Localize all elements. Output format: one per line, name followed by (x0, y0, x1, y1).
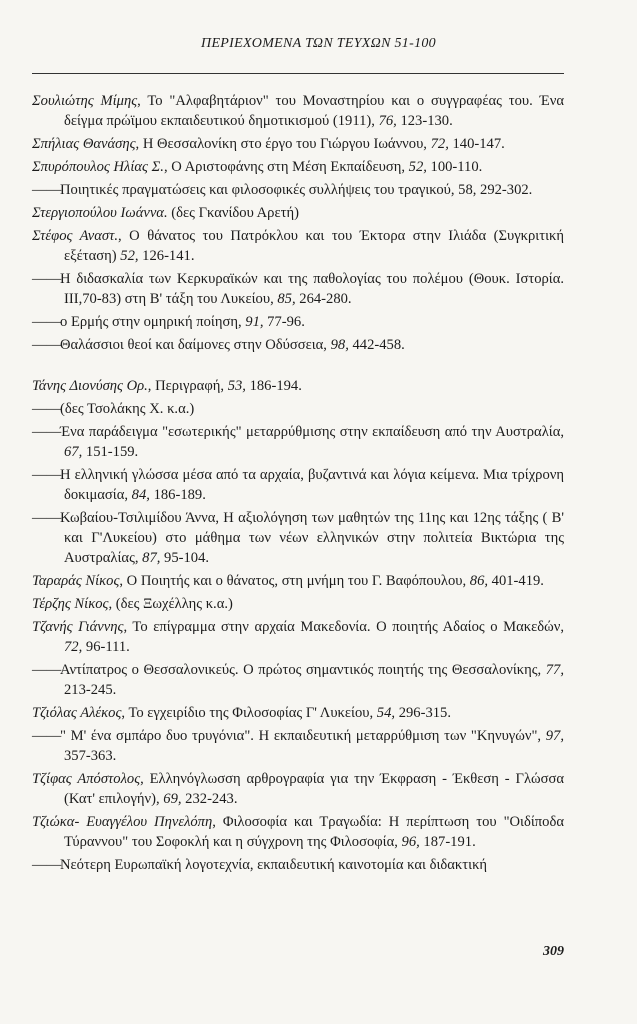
author-name: Τζίφας Απόστολος (32, 771, 141, 787)
page-number: 309 (543, 944, 564, 959)
index-entry (32, 335, 564, 355)
index-entry (32, 376, 564, 396)
repeat-author-dash: —— (32, 337, 62, 353)
index-entry (32, 399, 564, 419)
issue-number: 72, (64, 639, 83, 655)
repeat-author-dash: —— (32, 510, 62, 526)
repeat-author-dash: —— (32, 401, 62, 417)
entry-title: , Το "Αλφαβητάριον" του Μοναστηρίου και ο συγγραφέας του. Ένα δείγμα πρώϊμου εκπαιδευτικού δημοτικισμού (1911), (64, 93, 564, 129)
author-name: Τέρζης Νίκος (32, 596, 109, 612)
entry-title: , Ο θάνατος του Πατρόκλου και του Έκτορα στην Ιλιάδα (Συγκριτική εξέταση) (64, 228, 564, 264)
section-gap (32, 358, 564, 376)
page-range: 264-280. (295, 291, 352, 307)
author-name: Τζανής Γιάννης (32, 619, 124, 635)
repeat-author-dash: —— (32, 662, 62, 678)
issue-number: 87, (142, 550, 161, 566)
issue-number: 67, (64, 444, 83, 460)
author-name: Στεργιοπούλου Ιωάννα. (32, 205, 168, 221)
entry-title: , (δες Ξωχέλλης κ.α.) (108, 596, 233, 612)
page-range: 123-130. (396, 113, 453, 129)
repeat-author-dash: —— (32, 467, 62, 483)
page-range: 100-110. (426, 159, 483, 175)
issue-number: 76, (378, 113, 397, 129)
entry-title: Ποιητικές πραγματώσεις και φιλοσοφικές συλλήψεις του τραγικού, 58, 292-302. (60, 182, 533, 198)
page-range: 77-96. (263, 314, 305, 330)
index-entry (32, 594, 564, 614)
issue-number: 52, (120, 248, 139, 264)
page-range: 213-245. (64, 682, 117, 698)
running-header: ΠΕΡΙΕΧΟΜΕΝΑ ΤΩΝ ΤΕΥΧΩΝ 51-100 (201, 36, 436, 51)
entry-title: , Ο Αριστοφάνης στη Μέση Εκπαίδευση, (163, 159, 409, 175)
entry-title: Η ελληνική γλώσσα μέσα από τα αρχαία, βυζαντινά και λόγια κείμενα. Μια τρίχρονη δοκιμασία, (60, 467, 564, 503)
index-entry (32, 203, 564, 223)
entry-title: , Ο Ποιητής και ο θάνατος, στη μνήμη του Γ. Βαφόπουλου, (119, 573, 470, 589)
entry-title: , Περιγραφή, (147, 378, 228, 394)
page-range: 186-189. (149, 487, 206, 503)
author-name: Σπυρόπουλος Ηλίας Σ. (32, 159, 164, 175)
page-range: 232-243. (181, 791, 238, 807)
page-range: 95-104. (160, 550, 210, 566)
author-name: Σπήλιας Θανάσης (32, 136, 136, 152)
page-range: 187-191. (419, 834, 476, 850)
page-range: 401-419. (488, 573, 544, 589)
repeat-author-dash: —— (32, 424, 62, 440)
entry-title: , Το επίγραμμα στην αρχαία Μακεδονία. Ο ποιητής Αδαίος ο Μακεδών, (123, 619, 564, 635)
issue-number: 52, (408, 159, 427, 175)
issue-number: 72, (430, 136, 449, 152)
entry-title: , Ελληνόγλωσση αρθρογραφία για την Έκφραση - Έκθεση - Γλώσσα (Κατ' επιλογήν), (64, 771, 565, 807)
entry-title: Θαλάσσιοι θεοί και δαίμονες στην Οδύσσεια, (60, 337, 331, 353)
repeat-author-dash: —— (32, 314, 62, 330)
page-range: 296-315. (395, 705, 451, 721)
issue-number: 97, (545, 728, 564, 744)
issue-number: 91, (245, 314, 264, 330)
author-name: Τζιόλας Αλέκος (32, 705, 122, 721)
issue-number: 77, (545, 662, 564, 678)
index-entry (32, 465, 564, 505)
index-entry (32, 660, 564, 700)
page-range: 186-194. (245, 378, 302, 394)
author-name: Τζιώκα- Ευαγγέλου Πηνελόπη (32, 814, 213, 830)
index-entry (32, 571, 564, 591)
index-list (32, 91, 564, 878)
index-entry (32, 269, 564, 309)
index-entry (32, 855, 564, 875)
issue-number: 84, (131, 487, 150, 503)
author-name: Ταραράς Νίκος (32, 573, 120, 589)
entry-title: (δες Τσολάκης Χ. κ.α.) (60, 401, 195, 417)
entry-title: (δες Γκανίδου Αρετή) (167, 205, 299, 221)
entry-title: Κωβαίου-Τσιλιμίδου Άννα, Η αξιολόγηση των μαθητών της 11ης και 12ης τάξης ( Β' και Γ'Λυκείου) στο μάθημα των νέων ελληνικών στην πολιτεία Βικτώρια της Αυστραλίας, (60, 510, 564, 566)
entry-title: , Φιλοσοφία και Τραγωδία: Η περίπτωση του "Οιδίποδα Τύραννου" του Σοφοκλή και η σύγχρονη της Φιλοσοφία, (64, 814, 564, 850)
repeat-author-dash: —— (32, 857, 62, 873)
issue-number: 69, (163, 791, 182, 807)
issue-number: 96, (401, 834, 420, 850)
entry-title: " Μ' ένα σμπάρο δυο τρυγόνια". Η εκπαιδευτική μεταρρύθμιση των "Κηνυγών", (60, 728, 546, 744)
issue-number: 98, (330, 337, 349, 353)
issue-number: 53, (227, 378, 246, 394)
page-range: 357-363. (64, 748, 117, 764)
index-entry (32, 422, 564, 462)
header-rule (32, 73, 564, 74)
page-range: 96-111. (82, 639, 130, 655)
page-range: 151-159. (82, 444, 139, 460)
entry-title: ο Ερμής στην ομηρική ποίηση, (60, 314, 246, 330)
entry-title: Η διδασκαλία των Κερκυραϊκών και της παθολογίας του πολέμου (Θουκ. Ιστορία. ΙΙΙ,70-83) στη Β' τάξη του Λυκείου, (60, 271, 564, 307)
issue-number: 86, (469, 573, 489, 589)
issue-number: 54, (376, 705, 396, 721)
index-entry (32, 703, 564, 723)
repeat-author-dash: —— (32, 728, 62, 744)
index-entry (32, 157, 564, 177)
entry-title: Νεότερη Ευρωπαϊκή λογοτεχνία, εκπαιδευτική καινοτομία και διδακτική (60, 857, 488, 873)
entry-title: , Η Θεσσαλονίκη στο έργο του Γιώργου Ιωάννου, (135, 136, 431, 152)
index-entry (32, 726, 564, 766)
index-entry (32, 134, 564, 154)
index-entry (32, 91, 564, 131)
issue-number: 85, (277, 291, 296, 307)
page-range: 442-458. (348, 337, 405, 353)
index-entry (32, 769, 564, 809)
author-name: Στέφος Αναστ. (32, 228, 118, 244)
page-range: 126-141. (138, 248, 195, 264)
entry-title: Αντίπατρος ο Θεσσαλονικεύς. Ο πρώτος σημαντικός ποιητής της Θεσσαλονίκης, (60, 662, 546, 678)
index-entry (32, 812, 564, 852)
repeat-author-dash: —— (32, 271, 62, 287)
entry-title: Ένα παράδειγμα "εσωτερικής" μεταρρύθμισης στην εκπαίδευση από την Αυστραλία, (60, 424, 564, 440)
author-name: Σουλιώτης Μίμης (32, 93, 138, 109)
index-entry (32, 180, 564, 200)
index-entry (32, 508, 564, 568)
author-name: Τάνης Διονύσης Ορ. (32, 378, 148, 394)
index-entry (32, 617, 564, 657)
entry-title: , Το εγχειρίδιο της Φιλοσοφίας Γ' Λυκείου, (121, 705, 377, 721)
repeat-author-dash: —— (32, 182, 62, 198)
index-entry (32, 312, 564, 332)
page-range: 140-147. (448, 136, 505, 152)
index-entry (32, 226, 564, 266)
